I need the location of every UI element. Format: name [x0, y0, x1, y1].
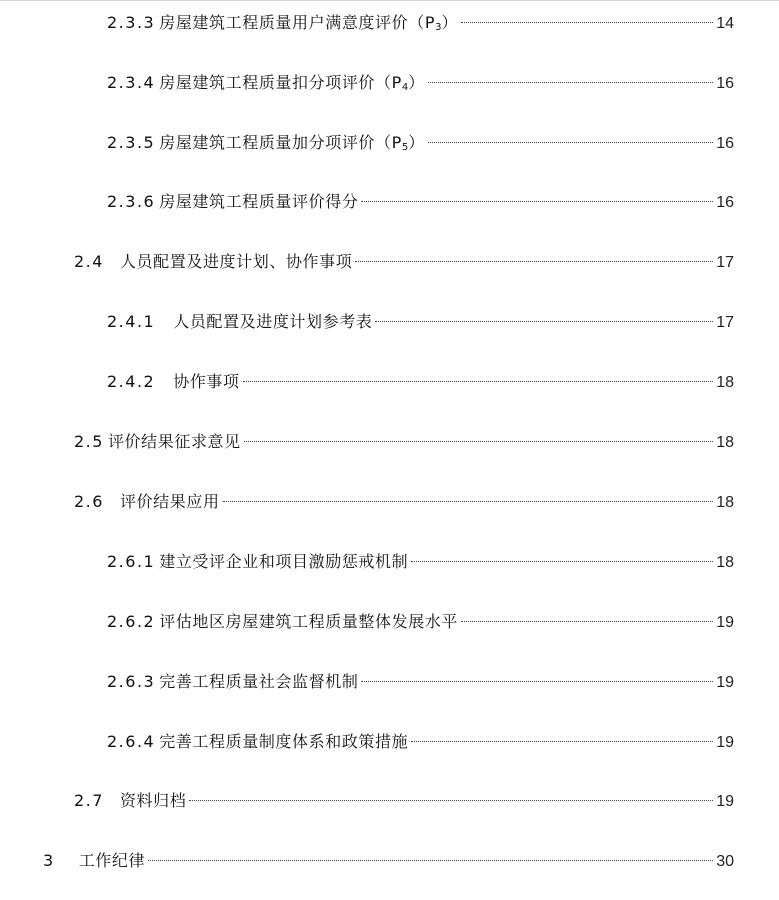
- toc-entry-title: 房屋建筑工程质量评价得分: [159, 192, 359, 211]
- dot-leader: [361, 201, 713, 202]
- dot-leader: [428, 142, 713, 143]
- toc-page-number: 30: [716, 853, 734, 870]
- toc-entry-title: 人员配置及进度计划、协作事项: [119, 252, 353, 271]
- toc-entry-number: 2.3.6: [107, 192, 156, 211]
- toc-entry-2-4-2[interactable]: [107, 369, 734, 395]
- toc-entry-number: 2.7: [74, 791, 104, 810]
- toc-page-number: 19: [716, 674, 734, 691]
- toc-entry-number: 2.6.1: [107, 552, 156, 571]
- toc-page-number: 19: [716, 734, 734, 751]
- subscript: 3: [435, 22, 442, 33]
- dot-leader: [148, 860, 713, 861]
- toc-page-number: 14: [716, 15, 734, 32]
- toc-entry-title: 房屋建筑工程质量扣分项评价$(P_4)$: [159, 73, 425, 93]
- toc-page-number: 17: [716, 314, 734, 331]
- toc-entry-title: 评估地区房屋建筑工程质量整体发展水平: [159, 612, 459, 631]
- dot-leader: [411, 741, 713, 742]
- toc-entry-number: 2.6.2: [107, 612, 156, 631]
- toc-entry-title: 人员配置及进度计划参考表: [173, 312, 373, 331]
- toc-entry-2-3-5[interactable]: [107, 130, 734, 156]
- toc-entry-2-6-2[interactable]: [107, 609, 734, 635]
- toc-page-number: 19: [716, 793, 734, 810]
- toc-entry-title: 评价结果应用: [119, 492, 220, 511]
- toc-entry-title: 房屋建筑工程质量加分项评价$(P_5)$: [159, 133, 425, 153]
- toc-page-number: 19: [716, 614, 734, 631]
- toc-entry-2-5[interactable]: [74, 429, 734, 455]
- dot-leader: [243, 381, 714, 382]
- toc-entry-2-6-3[interactable]: [107, 669, 734, 695]
- toc-entry-2-6[interactable]: [74, 489, 734, 515]
- toc-entry-number: 2.3.3: [107, 13, 156, 32]
- toc-page-number: 18: [716, 374, 734, 391]
- toc-entry-title: 评价结果征求意见: [107, 432, 241, 451]
- toc-entry-title: 房屋建筑工程质量用户满意度评价$(P_3)$: [159, 13, 459, 33]
- dot-leader: [223, 501, 714, 502]
- toc-entry-2-6-1[interactable]: [107, 549, 734, 575]
- dot-leader: [375, 321, 713, 322]
- dot-leader: [461, 621, 713, 622]
- toc-entry-title: 工作纪律: [78, 851, 146, 870]
- toc-entry-number: 2.4.2: [107, 372, 156, 391]
- toc-page-number: 16: [716, 135, 734, 152]
- dot-leader: [428, 82, 713, 83]
- toc-page-number: 16: [716, 75, 734, 92]
- toc-page-number: 18: [716, 434, 734, 451]
- toc-page-number: 17: [716, 254, 734, 271]
- toc-entry-2-7[interactable]: [74, 788, 734, 814]
- toc-entry-2-4-1[interactable]: [107, 309, 734, 335]
- toc-entry-number: 2.4.1: [107, 312, 156, 331]
- toc-entry-number: 2.6: [74, 492, 104, 511]
- toc-entry-2-6-4[interactable]: [107, 729, 734, 755]
- toc-page-number: 16: [716, 194, 734, 211]
- toc-entry-title: 资料归档: [119, 791, 187, 810]
- toc-entry-number: 2.5: [74, 432, 104, 451]
- toc-entry-2-3-4[interactable]: [107, 70, 734, 96]
- toc-entry-number: 2.6.4: [107, 732, 156, 751]
- toc-entry-title: 完善工程质量社会监督机制: [159, 672, 359, 691]
- toc-page-number: 18: [716, 554, 734, 571]
- toc-entry-2-4[interactable]: [74, 249, 734, 275]
- toc-entry-number: 3: [43, 851, 55, 870]
- toc-page-number: 18: [716, 494, 734, 511]
- dot-leader: [244, 441, 713, 442]
- toc-entry-number: 2.6.3: [107, 672, 156, 691]
- toc-entry-number: 2.4: [74, 252, 104, 271]
- subscript: 4: [401, 82, 409, 93]
- toc-entry-title: 建立受评企业和项目激励惩戒机制: [159, 552, 409, 571]
- toc-entry-2-3-3[interactable]: [107, 10, 734, 36]
- toc-entry-number: 2.3.5: [107, 133, 156, 152]
- dot-leader: [411, 561, 713, 562]
- toc-entry-3[interactable]: [43, 848, 734, 874]
- dot-leader: [461, 22, 713, 23]
- toc-entry-title: 协作事项: [173, 372, 240, 391]
- toc-entry-number: 2.3.4: [107, 73, 156, 92]
- dot-leader: [355, 261, 713, 262]
- toc-entry-title: 完善工程质量制度体系和政策措施: [159, 732, 409, 751]
- subscript: 5: [401, 142, 409, 153]
- toc-entry-2-3-6[interactable]: [107, 189, 734, 215]
- dot-leader: [189, 800, 713, 801]
- dot-leader: [361, 681, 713, 682]
